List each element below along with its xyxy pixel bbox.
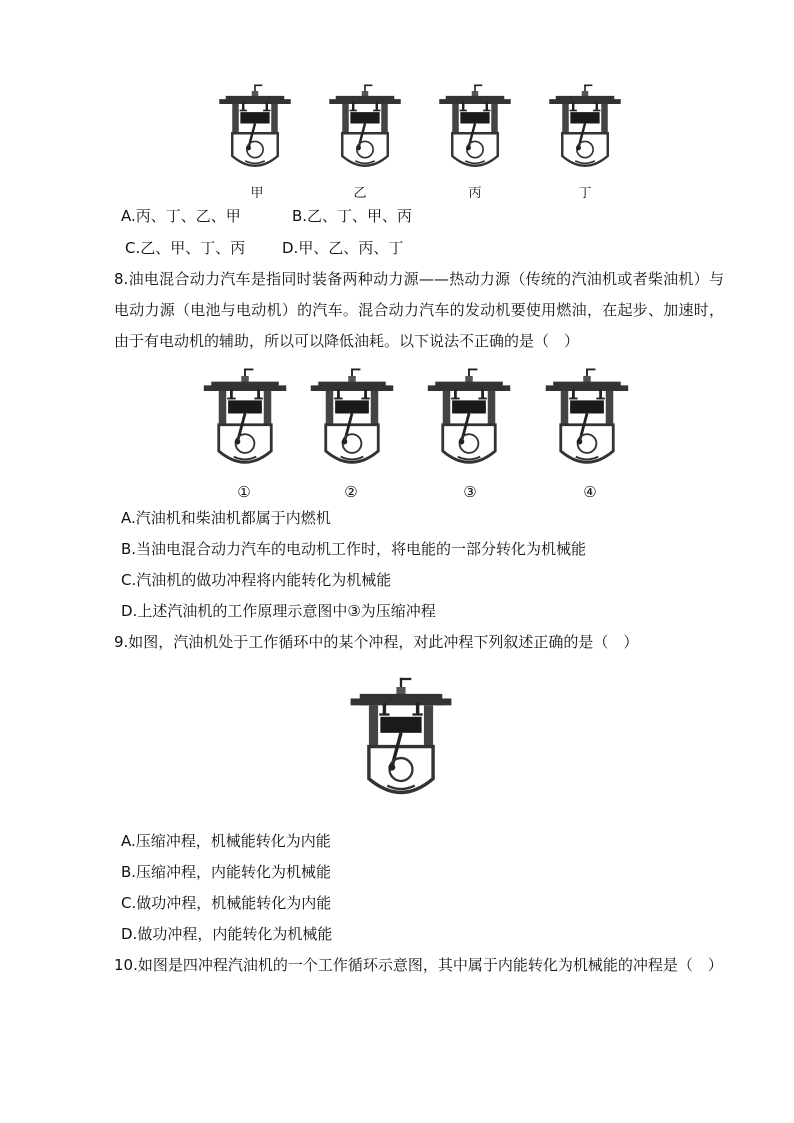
engine-figure-1 <box>200 362 290 480</box>
engine-figure-q9 <box>346 672 456 812</box>
q7-option-c[interactable]: C.乙、甲、丁、丙 <box>125 239 246 257</box>
q9-option-a[interactable]: A.压缩冲程，机械能转化为内能 <box>121 832 331 850</box>
figure-label: ① <box>237 483 251 501</box>
figure-label: 丁 <box>578 186 592 201</box>
figure-label: 乙 <box>353 186 367 201</box>
figure-label: 甲 <box>250 186 264 201</box>
q8-option-c[interactable]: C.汽油机的做功冲程将内能转化为机械能 <box>121 571 392 589</box>
q9-option-d[interactable]: D.做功冲程，内能转化为机械能 <box>121 925 333 943</box>
q7-option-b[interactable]: B.乙、丁、甲、丙 <box>292 207 413 225</box>
q8-option-d[interactable]: D.上述汽油机的工作原理示意图中③为压缩冲程 <box>121 602 436 620</box>
q8-option-b[interactable]: B.当油电混合动力汽车的电动机工作时，将电能的一部分转化为机械能 <box>121 540 587 558</box>
q9-option-c[interactable]: C.做功冲程，机械能转化为内能 <box>121 894 332 912</box>
engine-figure-bing <box>436 78 514 182</box>
q7-option-d[interactable]: D.甲、乙、丙、丁 <box>282 239 404 257</box>
engine-figure-4 <box>542 362 632 480</box>
q9-option-b[interactable]: B.压缩冲程，内能转化为机械能 <box>121 863 332 881</box>
engine-figure-yi <box>326 78 404 182</box>
q10-stem: 10.如图是四冲程汽油机的一个工作循环示意图，其中属于内能转化为机械能的冲程是（ ） <box>114 956 723 974</box>
q8-stem: 8.油电混合动力汽车是指同时装备两种动力源——热动力源（传统的汽油机或者柴油机）与电动力源（电池与电动机）的汽车。混合动力汽车的发动机要使用燃油，在起步、加速时，由于有电动机的辅助，所以可以降低油耗。以下说法不正确的是（ ） <box>114 270 724 350</box>
figure-label: 丙 <box>468 186 482 201</box>
engine-figure-2 <box>307 362 397 480</box>
q7-option-a[interactable]: A.丙、丁、乙、甲 <box>121 207 241 225</box>
figure-label: ③ <box>463 483 477 501</box>
figure-label: ② <box>344 483 358 501</box>
q8-option-a[interactable]: A.汽油机和柴油机都属于内燃机 <box>121 509 331 527</box>
engine-figure-ding <box>546 78 624 182</box>
q9-stem: 9.如图，汽油机处于工作循环中的某个冲程，对此冲程下列叙述正确的是（ ） <box>114 633 639 651</box>
engine-figure-3 <box>424 362 514 480</box>
engine-figure-jia <box>216 78 294 182</box>
figure-label: ④ <box>583 483 597 501</box>
